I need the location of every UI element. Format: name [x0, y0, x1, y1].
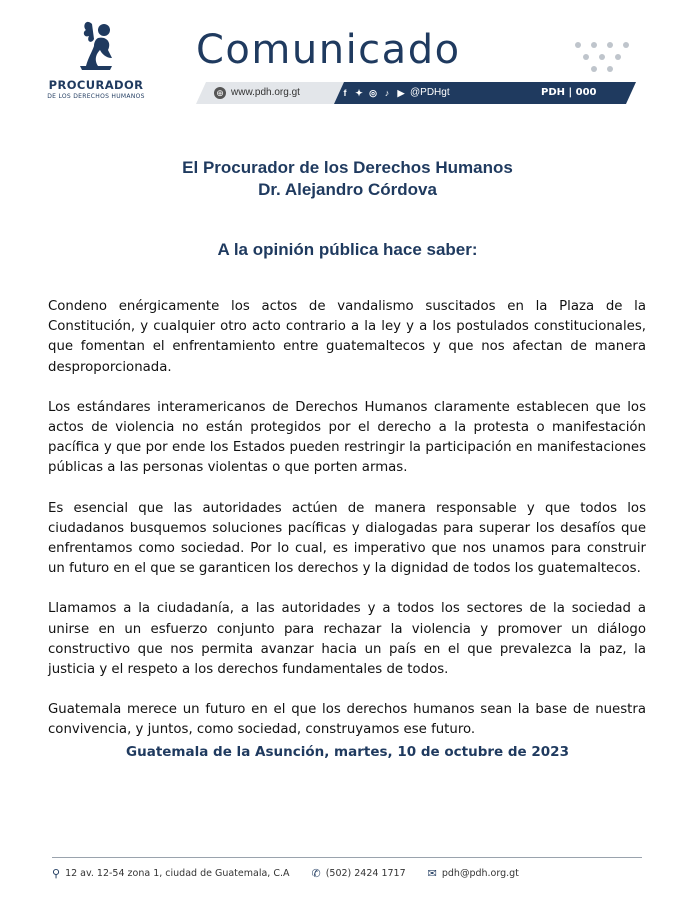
dot: [583, 54, 589, 60]
website-text[interactable]: www.pdh.org.gt: [231, 87, 300, 98]
document-title: Comunicado: [196, 27, 461, 73]
footer-address: [52, 867, 289, 880]
globe-icon: ⊕: [214, 87, 226, 99]
dot: [599, 54, 605, 60]
document-code: PDH | 000: [541, 87, 597, 98]
issuer-line-2: Dr. Alejandro Córdova: [258, 180, 437, 199]
procurador-emblem-icon: [72, 14, 120, 76]
paragraph: Llamamos a la ciudadanía, a las autoridades y a todos los sectores de la sociedad a unirse en un esfuerzo conjunto para rechazar la violencia y promover un diálogo constructivo que nos permita avanzar hacia un país en el que prevalezca la paz, la justicia y el respeto a los derechos fundamentales de todos.: [48, 601, 646, 678]
header-band: [196, 82, 636, 104]
social-handle[interactable]: @PDHgt: [410, 87, 450, 98]
dot: [623, 42, 629, 48]
issuer-line-1: El Procurador de los Derechos Humanos: [182, 158, 513, 177]
phone-text[interactable]: (502) 2424 1717: [325, 867, 406, 879]
twitter-icon[interactable]: ✦: [355, 88, 363, 98]
instagram-icon[interactable]: ◎: [369, 88, 377, 98]
footer-email[interactable]: [428, 867, 519, 880]
dot: [575, 42, 581, 48]
footer-phone[interactable]: [311, 867, 405, 880]
location-pin-icon: ⚲: [52, 866, 61, 880]
dot: [591, 42, 597, 48]
decorative-dots: [575, 42, 635, 76]
mail-icon: ✉: [427, 866, 437, 880]
tiktok-icon[interactable]: ♪: [384, 88, 390, 98]
dot: [607, 66, 613, 72]
phone-icon: ✆: [311, 866, 321, 880]
paragraph: Guatemala merece un futuro en el que los derechos humanos sean la base de nuestra convivencia, y juntos, como sociedad, construyamos ese futuro.: [48, 702, 646, 738]
paragraph: Condeno enérgicamente los actos de vandalismo suscitados en la Plaza de la Constitución, y cualquier otro acto contrario a la ley y a los postulados constitucionales, que fomentan el enfrentamiento entre guatemaltecos y que nos afectan de manera desproporcionada.: [48, 299, 646, 375]
logo-subtitle: DE LOS DERECHOS HUMANOS: [47, 93, 145, 100]
date-line: Guatemala de la Asunción, martes, 10 de octubre de 2023: [126, 744, 569, 760]
footer: [52, 865, 541, 881]
dot: [607, 42, 613, 48]
youtube-icon[interactable]: ▶: [397, 88, 405, 98]
dot: [591, 66, 597, 72]
statement-body: [48, 297, 646, 761]
pdh-logo: [44, 14, 148, 100]
announcement-subtitle: A la opinión pública hace saber:: [217, 240, 478, 259]
website[interactable]: [214, 82, 300, 104]
social-links: [340, 82, 450, 104]
issuer-heading: [0, 157, 695, 201]
address-text: 12 av. 12-54 zona 1, ciudad de Guatemala, C.A: [65, 867, 290, 879]
paragraph: Es esencial que las autoridades actúen de manera responsable y que todos los ciudadanos busquemos soluciones pacíficas y dialogadas para superar los desafíos que enfrentamos como sociedad. Por lo cual, es imperativo que nos unamos para construir un futuro en el que se garanticen los derechos y la dignidad de todos los guatemaltecos.: [48, 500, 646, 577]
email-text[interactable]: pdh@pdh.org.gt: [441, 867, 519, 879]
paragraph: Los estándares interamericanos de Derechos Humanos claramente establecen que los actos de violencia no están protegidos por el derecho a la protesta o manifestación pacífica y que por ende los Estados pueden restringir la participación en manifestaciones públicas a las personas violentas o que porten armas.: [48, 399, 646, 476]
facebook-icon[interactable]: f: [343, 88, 347, 98]
logo-name: PROCURADOR: [48, 78, 144, 92]
footer-divider: [52, 857, 642, 858]
dot: [615, 54, 621, 60]
